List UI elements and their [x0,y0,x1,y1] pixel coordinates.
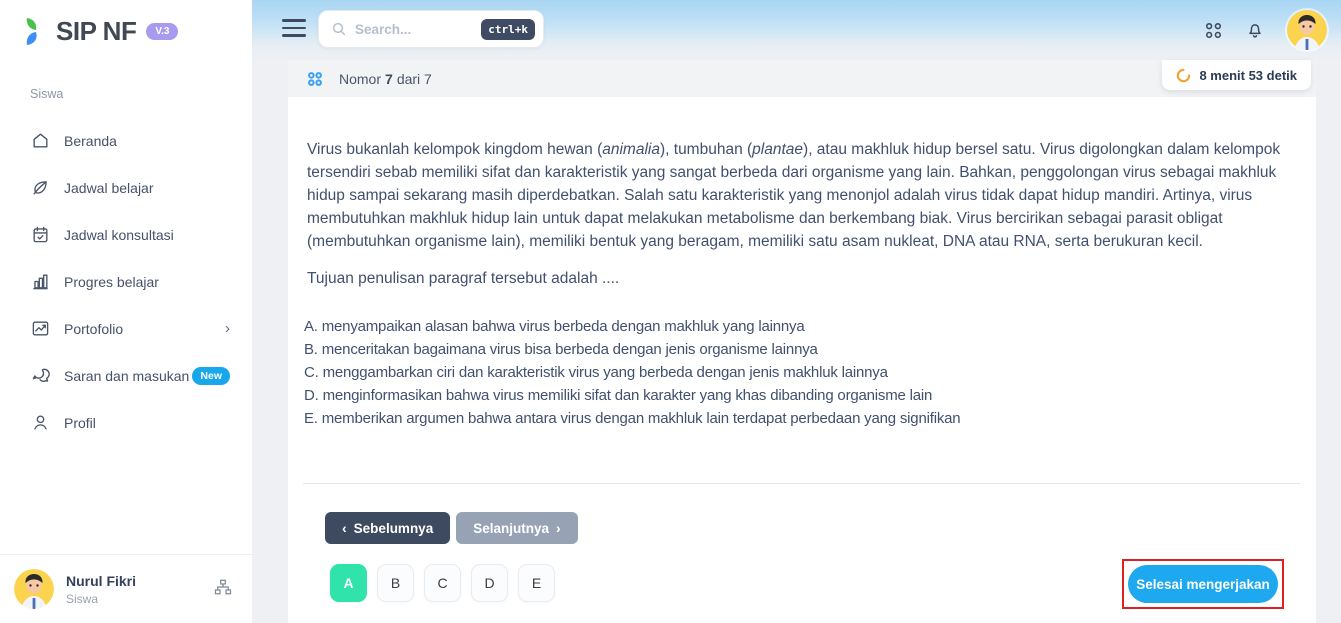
next-button[interactable]: Selanjutnya › [456,512,577,544]
sidebar-item-jadwal-konsultasi[interactable] [0,211,252,258]
search-icon [331,21,347,37]
option-d: D. menginformasikan bahwa virus memiliki sifat dan karakter yang khas dibanding organisme lain [304,387,933,404]
sidebar-item-label: Saran dan masukan [64,367,190,384]
app-title: SIP NF [56,16,137,46]
notification-bell-icon[interactable] [1245,20,1265,40]
sidebar-section-label: Siswa [30,87,64,101]
option-e: E. memberikan argumen bahwa antara virus dengan makhluk lain terdapat perbedaan yang signifikan [304,410,961,427]
sidebar-nav [0,117,252,446]
timer-text: 8 menit 53 detik [1199,67,1297,83]
sidebar-item-label: Profil [64,414,96,431]
sidebar-item-label: Progres belajar [64,273,159,290]
options-list [304,315,1293,430]
avatar[interactable] [1287,10,1327,50]
version-badge: V.3 [146,23,178,40]
chevron-left-icon: ‹ [342,520,347,536]
question-card [288,60,1316,623]
apps-grid-icon[interactable] [1204,21,1223,40]
finish-button[interactable]: Selesai mengerjakan [1128,565,1278,603]
question-grid-icon[interactable] [307,71,323,87]
sidebar-item-label: Jadwal konsultasi [64,226,174,243]
calendar-check-icon [30,225,50,245]
chevron-right-icon: › [225,320,230,337]
trend-chart-icon [30,319,50,339]
sidebar-item-saran-dan-masukan[interactable] [0,352,252,399]
shortcut-badge: ctrl+k [481,19,535,40]
leaf-icon [30,178,50,198]
question-number-suffix: dari 7 [396,70,432,87]
chevron-right-icon: › [555,520,561,536]
logo-leaf-icon [24,17,50,47]
sidebar-item-label: Portofolio [64,320,124,337]
bar-chart-icon [30,272,50,292]
sidebar-item-profil[interactable] [0,399,252,446]
user-icon [30,413,50,433]
answer-choice-b[interactable]: B [377,564,414,602]
question-passage: Virus bukanlah kelompok kingdom hewan (animalia), tumbuhan (plantae), atau makhluk hidup bersel satu. Virus digolongkan dalam kelompok tersendiri sebab memiliki sifat dan karakteristik yang sangat berbeda dari organisme yang lain. Bahkan, penggolongan virus sebagai makhluk hidup sampai sekarang masih diperdebatkan. Salah satu karakteristik yang menonjol adalah virus tidak dapat hidup mandiri. Artinya, virus membutuhkan makhluk hidup lain untuk dapat melakukan metabolisme dan berkembang biak. Virus bercirikan sebagai parasit obligat (membutuhkan organisme lain), memiliki bentuk yang beragam, memiliki satu asam nukleat, DNA atau RNA, serta berukuran kecil. [307,141,1281,250]
search-box[interactable] [318,10,544,48]
sitemap-icon[interactable] [214,578,232,601]
answer-choice-row [330,564,555,602]
chat-icon [30,366,50,386]
answer-choice-a[interactable]: A [330,564,367,602]
sidebar-item-progres-belajar[interactable] [0,258,252,305]
timer-spinner-icon [1176,68,1191,83]
option-a: A. menyampaikan alasan bahwa virus berbeda dengan makhluk yang lainnya [304,318,805,335]
answer-choice-c[interactable]: C [424,564,461,602]
sidebar-user-card[interactable] [0,554,252,623]
option-b: B. menceritakan bagaimana virus bisa berbeda dengan jenis organisme lainnya [304,341,818,358]
app-logo[interactable] [0,0,252,47]
question-number-current: 7 [385,70,393,87]
divider [303,483,1300,484]
sidebar-item-jadwal-belajar[interactable] [0,164,252,211]
home-icon [30,131,50,151]
timer-chip [1162,60,1311,90]
sidebar [0,0,252,623]
answer-choice-d[interactable]: D [471,564,508,602]
menu-toggle-icon[interactable] [282,19,306,37]
user-role: Siswa [66,591,99,606]
new-badge: New [192,367,230,385]
previous-button[interactable]: ‹ Sebelumnya [325,512,450,544]
topbar [252,0,1341,60]
sidebar-item-portofolio[interactable] [0,305,252,352]
avatar [14,569,54,609]
sidebar-item-label: Beranda [64,132,117,149]
option-c: C. menggambarkan ciri dan karakteristik virus yang berbeda dengan jenis makhluk lainnya [304,364,888,381]
user-name: Nurul Fikri [66,572,137,589]
submit-highlight-box [1122,559,1284,609]
sidebar-item-label: Jadwal belajar [64,179,154,196]
sidebar-item-beranda[interactable] [0,117,252,164]
question-number-prefix: Nomor [339,70,382,87]
answer-choice-e[interactable]: E [518,564,555,602]
search-input[interactable] [355,22,481,37]
question-prompt: Tujuan penulisan paragraf tersebut adalah .... [307,270,620,287]
